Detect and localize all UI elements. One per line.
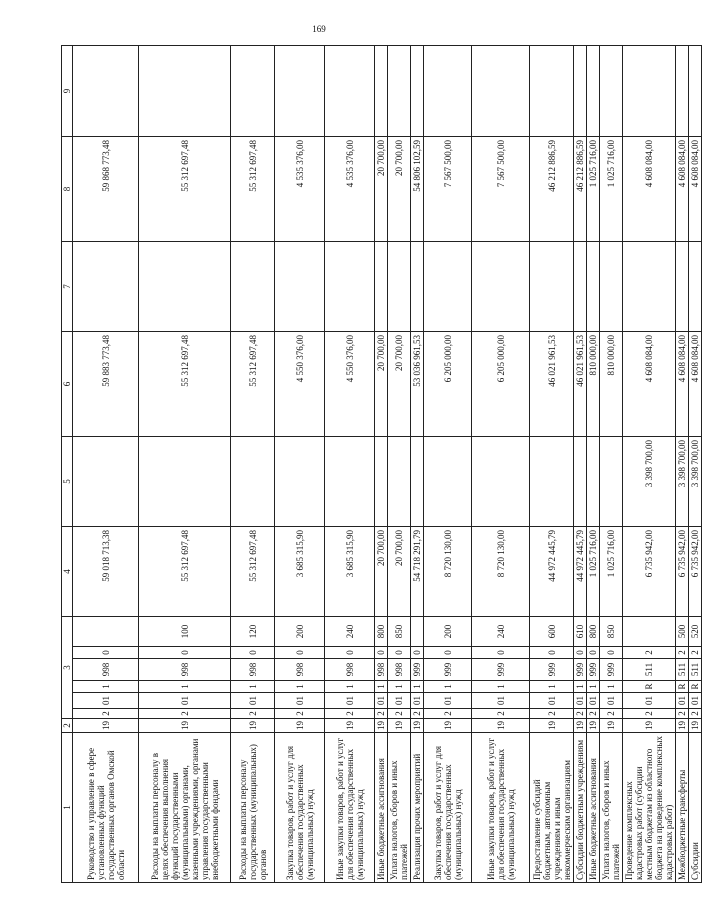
amount-cell: 6 735 942,00 — [676, 526, 689, 616]
amount-cell — [623, 241, 676, 331]
code-cell: 19 — [139, 719, 231, 733]
table-row — [676, 45, 689, 882]
amount-cell — [375, 436, 388, 526]
amount-cell: 44 972 445,79 — [530, 526, 574, 616]
code-cell: 19 — [388, 719, 411, 733]
amount-cell: 6 205 000,00 — [424, 331, 472, 436]
table-row — [275, 45, 325, 882]
code-cell: 1 — [587, 681, 600, 693]
name-cell: Субсидии бюджетным учреждениям — [574, 733, 587, 883]
amount-cell: 55 312 697,48 — [231, 526, 275, 616]
table-row — [574, 45, 587, 882]
code-cell: 01 — [275, 693, 325, 709]
amount-cell: 55 312 697,48 — [231, 331, 275, 436]
code-cell: 01 — [325, 693, 375, 709]
name-cell: Предоставление субсидий бюджетным, автономным учреждениям и иным некоммерческим организациям — [530, 733, 574, 883]
name-cell: Уплата налогов, сборов и иных платежей — [600, 733, 623, 883]
amount-cell: 7 567 500,00 — [424, 136, 472, 241]
code-cell: 01 — [73, 693, 139, 709]
amount-cell — [231, 45, 275, 136]
code-cell: 1 — [139, 681, 231, 693]
amount-cell — [411, 436, 424, 526]
expense-type-cell: 800 — [587, 616, 600, 646]
code-cell: 2 — [623, 647, 676, 659]
code-cell: 2 — [375, 709, 388, 719]
amount-cell: 55 312 697,48 — [139, 136, 231, 241]
expense-type-cell: 200 — [424, 616, 472, 646]
code-cell: 01 — [600, 693, 623, 709]
amount-cell — [375, 241, 388, 331]
code-cell: 01 — [574, 693, 587, 709]
amount-cell — [411, 241, 424, 331]
amount-cell: 8 720 130,00 — [472, 526, 530, 616]
code-cell: 0 — [73, 647, 139, 659]
code-cell: 2 — [411, 709, 424, 719]
name-cell: Субсидии — [689, 733, 702, 883]
code-cell: 01 — [587, 693, 600, 709]
code-cell: 2 — [587, 709, 600, 719]
amount-cell — [139, 436, 231, 526]
amount-cell: 810 000,00 — [600, 331, 623, 436]
amount-cell: 3 685 315,90 — [325, 526, 375, 616]
code-cell: 1 — [424, 681, 472, 693]
amount-cell — [388, 241, 411, 331]
amount-cell: 46 021 961,53 — [530, 331, 574, 436]
code-cell: R — [676, 681, 689, 693]
code-cell: 1 — [231, 681, 275, 693]
amount-cell — [325, 436, 375, 526]
code-cell: 19 — [73, 719, 139, 733]
code-cell: 2 — [472, 709, 530, 719]
code-cell: 998 — [139, 659, 231, 681]
code-cell: 999 — [530, 659, 574, 681]
code-cell: 2 — [139, 709, 231, 719]
amount-cell — [472, 241, 530, 331]
amount-cell — [424, 45, 472, 136]
code-cell: 1 — [530, 681, 574, 693]
table-row — [325, 45, 375, 882]
name-cell: Межбюджетные трансферты — [676, 733, 689, 883]
amount-cell: 4 550 376,00 — [275, 331, 325, 436]
amount-cell — [623, 45, 676, 136]
name-cell: Проведение комплексных кадастровых работ (субсидии местным бюджетам из областного бюджета на проведение комплексных кадастровых работ) — [623, 733, 676, 883]
name-cell: Иные бюджетные ассигнования — [375, 733, 388, 883]
table-row — [689, 45, 702, 882]
amount-cell — [587, 45, 600, 136]
amount-cell: 59 868 773,48 — [73, 136, 139, 241]
amount-cell — [600, 241, 623, 331]
expense-type-cell: 610 — [574, 616, 587, 646]
amount-cell — [73, 45, 139, 136]
code-cell: 19 — [574, 719, 587, 733]
amount-cell: 55 312 697,48 — [231, 136, 275, 241]
name-cell: Руководство и управление в сфере установленных функций государственных органов Омской области — [73, 733, 139, 883]
amount-cell: 1 025 716,00 — [587, 136, 600, 241]
table-row — [231, 45, 275, 882]
table-row — [388, 45, 411, 882]
name-cell: Расходы на выплаты персоналу государственных (муниципальных) органов — [231, 733, 275, 883]
expense-type-cell: 850 — [600, 616, 623, 646]
column-header: 4 — [62, 526, 73, 616]
code-cell: 2 — [424, 709, 472, 719]
code-cell: 01 — [139, 693, 231, 709]
code-cell: 1 — [73, 681, 139, 693]
code-cell: 2 — [676, 647, 689, 659]
code-cell: R — [623, 681, 676, 693]
amount-cell: 1 025 716,00 — [600, 526, 623, 616]
code-cell: 1 — [574, 681, 587, 693]
code-cell: 2 — [388, 709, 411, 719]
code-cell: 998 — [325, 659, 375, 681]
code-cell: 999 — [424, 659, 472, 681]
code-cell: 19 — [424, 719, 472, 733]
amount-cell: 3 398 700,00 — [623, 436, 676, 526]
code-cell: 0 — [139, 647, 231, 659]
table-row — [73, 45, 139, 882]
amount-cell: 20 700,00 — [375, 136, 388, 241]
amount-cell — [275, 436, 325, 526]
code-cell: 999 — [600, 659, 623, 681]
amount-cell: 46 212 886,59 — [530, 136, 574, 241]
amount-cell — [530, 436, 574, 526]
code-cell: 998 — [275, 659, 325, 681]
amount-cell: 20 700,00 — [375, 526, 388, 616]
amount-cell: 55 312 697,48 — [139, 331, 231, 436]
code-cell: 2 — [231, 709, 275, 719]
expense-type-cell: 800 — [375, 616, 388, 646]
amount-cell: 3 398 700,00 — [676, 436, 689, 526]
amount-cell — [231, 241, 275, 331]
amount-cell: 4 608 084,00 — [623, 136, 676, 241]
amount-cell: 44 972 445,79 — [574, 526, 587, 616]
page-number: 169 — [312, 24, 326, 34]
amount-cell: 55 312 697,48 — [139, 526, 231, 616]
amount-cell — [689, 45, 702, 136]
amount-cell: 3 398 700,00 — [689, 436, 702, 526]
code-cell: 01 — [472, 693, 530, 709]
code-cell: 998 — [375, 659, 388, 681]
amount-cell: 20 700,00 — [388, 526, 411, 616]
amount-cell: 4 608 084,00 — [676, 331, 689, 436]
amount-cell: 20 700,00 — [375, 331, 388, 436]
amount-cell — [530, 241, 574, 331]
amount-cell: 4 608 084,00 — [689, 136, 702, 241]
amount-cell: 810 000,00 — [587, 331, 600, 436]
code-cell: 2 — [275, 709, 325, 719]
amount-cell — [411, 45, 424, 136]
code-cell: 1 — [411, 681, 424, 693]
code-cell: 999 — [587, 659, 600, 681]
amount-cell: 46 212 886,59 — [574, 136, 587, 241]
code-cell: R — [689, 681, 702, 693]
amount-cell: 59 883 773,48 — [73, 331, 139, 436]
name-cell: Иные бюджетные ассигнования — [587, 733, 600, 883]
code-cell: 01 — [623, 693, 676, 709]
code-cell: 511 — [689, 659, 702, 681]
amount-cell — [676, 45, 689, 136]
expense-type-cell — [73, 616, 139, 646]
code-cell: 1 — [388, 681, 411, 693]
amount-cell: 4 550 376,00 — [325, 331, 375, 436]
amount-cell — [689, 241, 702, 331]
expense-type-cell: 240 — [472, 616, 530, 646]
code-cell: 511 — [676, 659, 689, 681]
code-cell: 999 — [574, 659, 587, 681]
column-header: 9 — [62, 45, 73, 136]
code-cell: 0 — [587, 647, 600, 659]
code-cell: 1 — [600, 681, 623, 693]
amount-cell: 20 700,00 — [388, 331, 411, 436]
name-cell: Закупка товаров, работ и услуг для обеспечения государственных (муниципальных) нужд — [275, 733, 325, 883]
code-cell: 0 — [472, 647, 530, 659]
code-cell: 19 — [600, 719, 623, 733]
column-header: 3 — [62, 616, 73, 718]
budget-table — [61, 45, 702, 883]
code-cell: 0 — [530, 647, 574, 659]
column-header: 6 — [62, 331, 73, 436]
expense-type-cell — [411, 616, 424, 646]
code-cell: 19 — [411, 719, 424, 733]
table-body — [73, 45, 702, 882]
header-row — [62, 45, 73, 882]
amount-cell — [600, 45, 623, 136]
name-cell: Расходы на выплаты персоналу в целях обеспечения выполнения функций государственными (муниципальными) органами, казенными учреждениями, органами управления государственными внебюджетными фондами — [139, 733, 231, 883]
code-cell: 2 — [689, 709, 702, 719]
code-cell: 1 — [375, 681, 388, 693]
code-cell: 19 — [587, 719, 600, 733]
code-cell: 2 — [623, 709, 676, 719]
code-cell: 01 — [530, 693, 574, 709]
amount-cell: 4 608 084,00 — [676, 136, 689, 241]
amount-cell — [472, 436, 530, 526]
code-cell: 2 — [689, 647, 702, 659]
budget-table-sheet — [61, 46, 700, 883]
amount-cell: 59 018 713,38 — [73, 526, 139, 616]
column-header: 5 — [62, 436, 73, 526]
code-cell: 19 — [231, 719, 275, 733]
amount-cell — [73, 241, 139, 331]
table-row — [424, 45, 472, 882]
amount-cell — [139, 45, 231, 136]
amount-cell: 8 720 130,00 — [424, 526, 472, 616]
code-cell: 19 — [275, 719, 325, 733]
amount-cell — [676, 241, 689, 331]
table-row — [472, 45, 530, 882]
expense-type-cell: 200 — [275, 616, 325, 646]
amount-cell — [424, 241, 472, 331]
table-row — [623, 45, 676, 882]
code-cell: 0 — [574, 647, 587, 659]
expense-type-cell: 500 — [676, 616, 689, 646]
expense-type-cell: 850 — [388, 616, 411, 646]
code-cell: 999 — [472, 659, 530, 681]
amount-cell — [275, 241, 325, 331]
code-cell: 1 — [472, 681, 530, 693]
amount-cell — [325, 45, 375, 136]
table-row — [411, 45, 424, 882]
code-cell: 19 — [676, 719, 689, 733]
amount-cell: 6 735 942,00 — [689, 526, 702, 616]
code-cell: 511 — [623, 659, 676, 681]
column-header: 8 — [62, 136, 73, 241]
amount-cell: 20 700,00 — [388, 136, 411, 241]
code-cell: 0 — [231, 647, 275, 659]
amount-cell — [574, 436, 587, 526]
amount-cell: 54 806 102,59 — [411, 136, 424, 241]
amount-cell: 1 025 716,00 — [587, 526, 600, 616]
code-cell: 2 — [73, 709, 139, 719]
code-cell: 01 — [689, 693, 702, 709]
amount-cell — [231, 436, 275, 526]
code-cell: 0 — [375, 647, 388, 659]
amount-cell: 46 021 961,53 — [574, 331, 587, 436]
amount-cell — [587, 241, 600, 331]
code-cell: 19 — [689, 719, 702, 733]
amount-cell — [275, 45, 325, 136]
amount-cell: 3 685 315,90 — [275, 526, 325, 616]
amount-cell — [388, 45, 411, 136]
expense-type-cell: 240 — [325, 616, 375, 646]
amount-cell — [73, 436, 139, 526]
name-cell: Уплата налогов, сборов и иных платежей — [388, 733, 411, 883]
code-cell: 19 — [375, 719, 388, 733]
name-cell: Реализация прочих мероприятий — [411, 733, 424, 883]
code-cell: 01 — [424, 693, 472, 709]
table-row — [530, 45, 574, 882]
code-cell: 998 — [388, 659, 411, 681]
amount-cell: 4 608 084,00 — [623, 331, 676, 436]
code-cell: 01 — [411, 693, 424, 709]
code-cell: 999 — [411, 659, 424, 681]
amount-cell — [472, 45, 530, 136]
column-header: 1 — [62, 733, 73, 883]
expense-type-cell — [623, 616, 676, 646]
expense-type-cell: 120 — [231, 616, 275, 646]
code-cell: 0 — [325, 647, 375, 659]
code-cell: 1 — [275, 681, 325, 693]
amount-cell: 4 535 376,00 — [275, 136, 325, 241]
amount-cell — [574, 45, 587, 136]
code-cell: 19 — [623, 719, 676, 733]
code-cell: 19 — [472, 719, 530, 733]
amount-cell — [587, 436, 600, 526]
amount-cell: 54 718 291,79 — [411, 526, 424, 616]
code-cell: 998 — [231, 659, 275, 681]
code-cell: 0 — [411, 647, 424, 659]
expense-type-cell: 100 — [139, 616, 231, 646]
name-cell: Иные закупки товаров, работ и услуг для обеспечения государственных (муниципальных) нужд — [472, 733, 530, 883]
code-cell: 2 — [676, 709, 689, 719]
amount-cell — [574, 241, 587, 331]
amount-cell — [600, 436, 623, 526]
amount-cell — [388, 436, 411, 526]
table-row — [375, 45, 388, 882]
code-cell: 2 — [600, 709, 623, 719]
amount-cell: 53 036 961,53 — [411, 331, 424, 436]
table-row — [139, 45, 231, 882]
amount-cell — [375, 45, 388, 136]
code-cell: 2 — [530, 709, 574, 719]
amount-cell: 7 567 500,00 — [472, 136, 530, 241]
code-cell: 01 — [676, 693, 689, 709]
code-cell: 19 — [325, 719, 375, 733]
name-cell: Закупка товаров, работ и услуг для обеспечения государственных (муниципальных) нужд — [424, 733, 472, 883]
name-cell: Иные закупки товаров, работ и услуг для обеспечения государственных (муниципальных) нужд — [325, 733, 375, 883]
amount-cell — [530, 45, 574, 136]
amount-cell — [325, 241, 375, 331]
amount-cell: 4 535 376,00 — [325, 136, 375, 241]
column-header: 7 — [62, 241, 73, 331]
code-cell: 2 — [574, 709, 587, 719]
code-cell: 0 — [388, 647, 411, 659]
amount-cell — [424, 436, 472, 526]
code-cell: 19 — [530, 719, 574, 733]
code-cell: 998 — [73, 659, 139, 681]
code-cell: 01 — [231, 693, 275, 709]
amount-cell: 4 608 084,00 — [689, 331, 702, 436]
code-cell: 1 — [325, 681, 375, 693]
code-cell: 0 — [600, 647, 623, 659]
table-row — [600, 45, 623, 882]
column-header: 2 — [62, 719, 73, 733]
expense-type-cell: 600 — [530, 616, 574, 646]
amount-cell: 1 025 716,00 — [600, 136, 623, 241]
table-row — [587, 45, 600, 882]
code-cell: 0 — [424, 647, 472, 659]
code-cell: 0 — [275, 647, 325, 659]
code-cell: 01 — [375, 693, 388, 709]
code-cell: 01 — [388, 693, 411, 709]
amount-cell — [139, 241, 231, 331]
amount-cell: 6 205 000,00 — [472, 331, 530, 436]
amount-cell: 6 735 942,00 — [623, 526, 676, 616]
code-cell: 2 — [325, 709, 375, 719]
expense-type-cell: 520 — [689, 616, 702, 646]
